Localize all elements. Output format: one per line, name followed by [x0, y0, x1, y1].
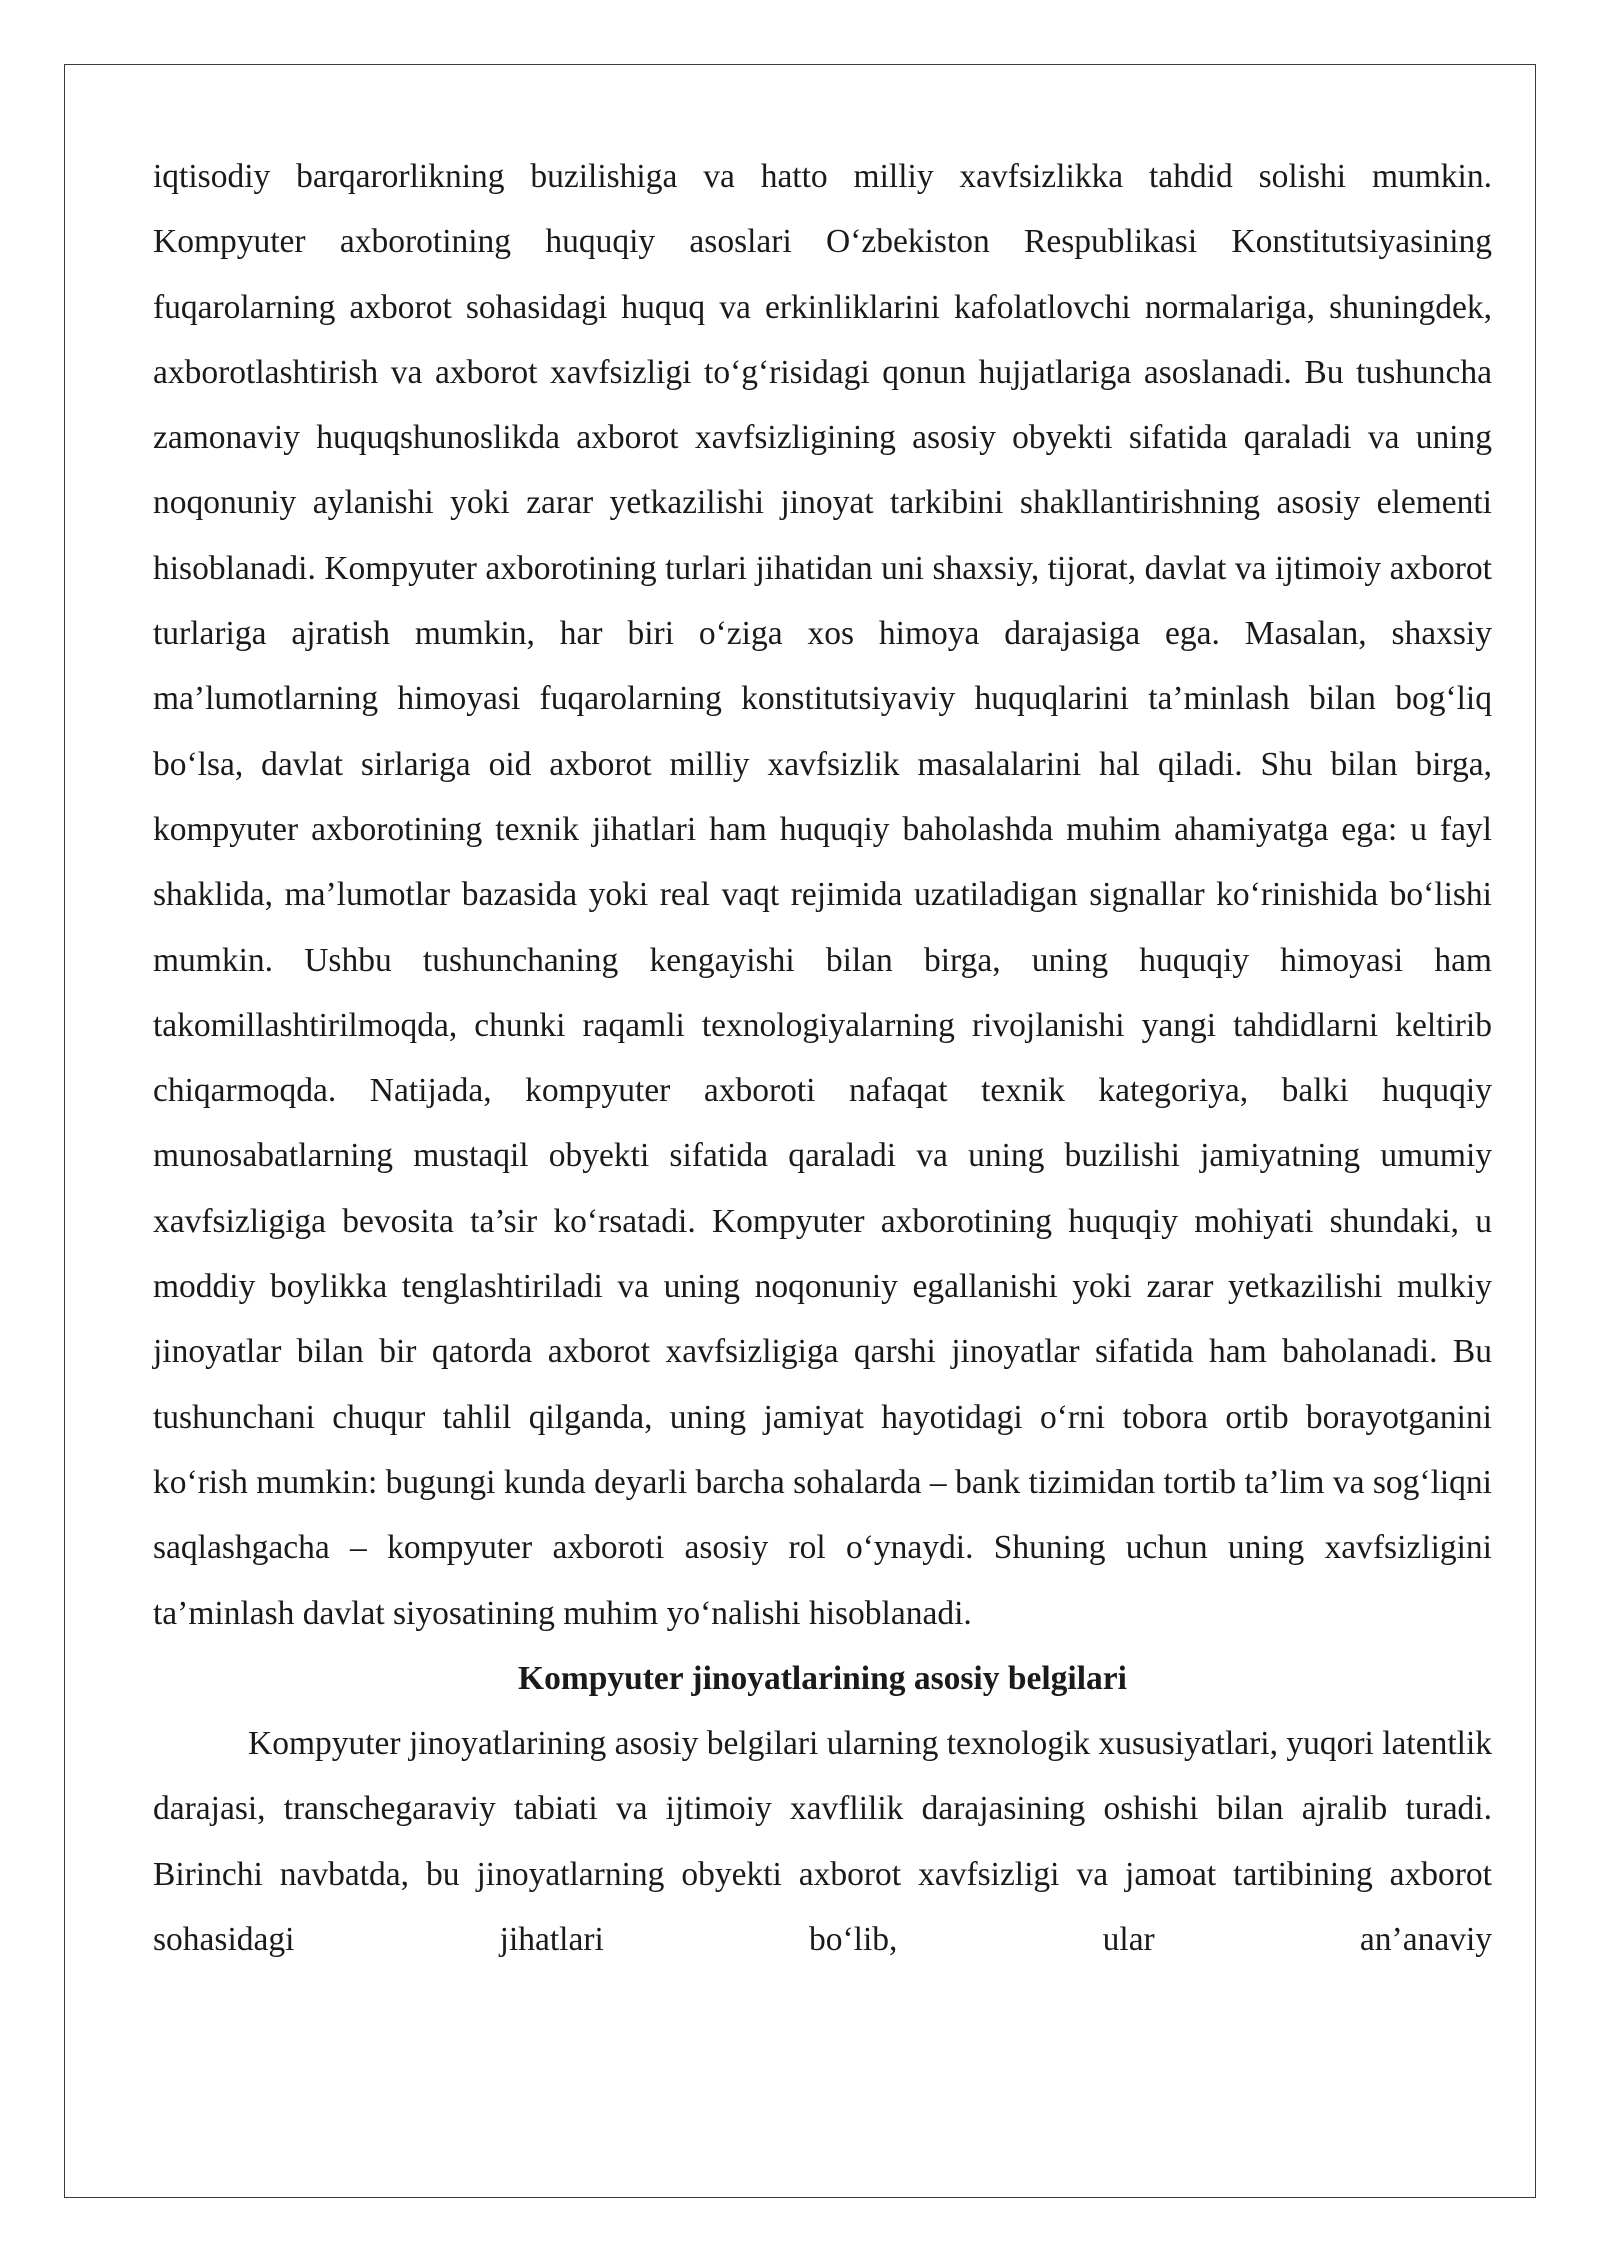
document-body [153, 144, 1492, 1972]
section-heading: Kompyuter jinoyatlarining asosiy belgilari [518, 1659, 1127, 1697]
body-paragraph: Kompyuter jinoyatlarining asosiy belgilari ularning texnologik xususiyatlari, yuqori latentlik darajasi, transchegaraviy tabiati va ijtimoiy xavflilik darajasining oshishi bilan ajralib turadi. Birinchi navbatda, bu jinoyatlarning obyekti axborot xavfsizligi va jamoat tartibining axborot sohasidagi jihatlari bo‘lib, ular an’anaviy [153, 1725, 1492, 1959]
body-paragraph: iqtisodiy barqarorlikning buzilishiga va hatto milliy xavfsizlikka tahdid solishi mumkin. Kompyuter axborotining huquqiy asoslari O‘zbekiston Respublikasi Konstitutsiyasining fuqarolarning axborot sohasidagi huquq va erkinliklarini kafolatlovchi normalariga, shuningdek, axborotlashtirish va axborot xavfsizligi to‘g‘risidagi qonun hujjatlariga asoslanadi. Bu tushuncha zamonaviy huquqshunoslikda axborot xavfsizligining asosiy obyekti sifatida qaraladi va uning noqonuniy aylanishi yoki zarar yetkazilishi jinoyat tarkibini shakllantirishning asosiy elementi hisoblanadi. Kompyuter axborotining turlari jihatidan uni shaxsiy, tijorat, davlat va ijtimoiy axborot turlariga ajratish mumkin, har biri o‘ziga xos himoya darajasiga ega. Masalan, shaxsiy ma’lumotlarning himoyasi fuqarolarning konstitutsiyaviy huquqlarini ta’minlash bilan bog‘liq bo‘lsa, davlat sirlariga oid axborot milliy xavfsizlik masalalarini hal qiladi. Shu bilan birga, kompyuter axborotining texnik jihatlari ham huquqiy baholashda muhim ahamiyatga ega: u fayl shaklida, ma’lumotlar bazasida yoki real vaqt rejimida uzatiladigan signallar ko‘rinishida bo‘lishi mumkin. Ushbu tushunchaning kengayishi bilan birga, uning huquqiy himoyasi ham takomillashtirilmoqda, chunki raqamli texnologiyalarning rivojlanishi yangi tahdidlarni keltirib chiqarmoqda. Natijada, kompyuter axboroti nafaqat texnik kategoriya, balki huquqiy munosabatlarning mustaqil obyekti sifatida qaraladi va uning buzilishi jamiyatning umumiy xavfsizligiga bevosita ta’sir ko‘rsatadi. Kompyuter axborotining huquqiy mohiyati shundaki, u moddiy boylikka tenglashtiriladi va uning noqonuniy egallanishi yoki zarar yetkazilishi mulkiy jinoyatlar bilan bir qatorda axborot xavfsizligiga qarshi jinoyatlar sifatida ham baholanadi. Bu tushunchani chuqur tahlil qilganda, uning jamiyat hayotidagi o‘rni tobora ortib borayotganini ko‘rish mumkin: bugungi kunda deyarli barcha sohalarda – bank tizimidan tortib ta’lim va sog‘liqni saqlashgacha – kompyuter axboroti asosiy rol o‘ynaydi. Shuning uchun uning xavfsizligini ta’minlash davlat siyosatining muhim yo‘nalishi hisoblanadi. [153, 158, 1492, 1632]
